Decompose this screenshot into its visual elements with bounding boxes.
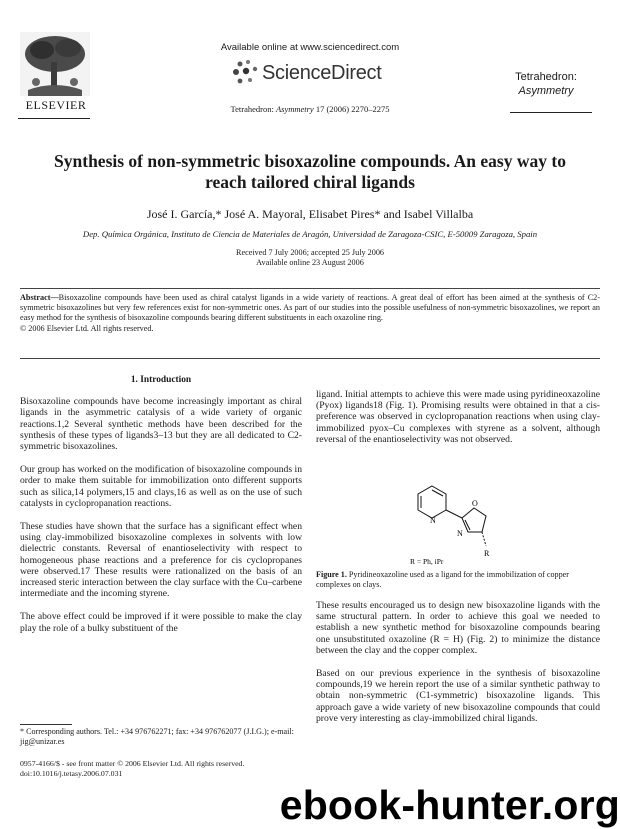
right-column-bottom <box>316 600 600 736</box>
article-dates <box>160 248 460 268</box>
figure-1-n2: N <box>457 529 463 538</box>
intro-paragraph-2: Our group has worked on the modification of bisoxazoline compounds in order to make them suitable for immobilization onto different supports such as silica,14 polymers,15 and clays,16 as well as on the use of such catalysts in cyclopropanation reactions. <box>20 464 302 509</box>
intro-paragraph-4: The above effect could be improved if it were possible to make the clay play the role of a bulky substituent of the <box>20 611 302 634</box>
publisher-name: ELSEVIER <box>25 98 87 112</box>
intro-paragraph-1: Bisoxazoline compounds have become increasingly important as chiral ligands in the asymmetric catalysis of a wide variety of organic reactions.1,2 Several synthetic methods have been described for the synthesis of these types of ligands3–13 but they are all dedicated to C2-symmetric bisoxazolines. <box>20 396 302 453</box>
figure-1-caption: Figure 1. Pyridineoxazoline used as a ligand for the immobilization of copper complexes on clays. <box>316 570 569 589</box>
affiliation: Dep. Química Orgánica, Instituto de Ciencia de Materiales de Aragón, Universidad de Zaragoza-CSIC, E-50009 Zaragoza, Spain <box>82 229 538 239</box>
available-online-text: Available online at www.sciencedirect.com <box>220 42 400 53</box>
abstract-label: Abstract— <box>20 293 59 302</box>
issn-line: 0957-4166/$ - see front matter © 2006 Elsevier Ltd. All rights reserved. <box>20 759 245 768</box>
intro-paragraph-5: ligand. Initial attempts to achieve this were made using pyridineoxazoline (Pyox) ligands18 (Fig. 1). Promising results were obtained in that a cis-preference was observed in cyclopropanation reactions when using clay-immobilized pyox–Cu complexes with styrene as a solvent, although reversal of the enantioselectivity was not observed. <box>316 389 600 445</box>
abstract <box>20 293 600 334</box>
watermark-text: ebook-hunter.org <box>279 782 620 828</box>
figure-1-substituents: R = Ph, iPr <box>410 557 444 566</box>
right-column-top <box>316 389 600 457</box>
intro-paragraph-6: These results encouraged us to design new bisoxazoline ligands with the same structural pattern. In order to achieve this goal we needed to establish a new synthetic method for bisoxazoline compounds bearing one unsubstituted oxazoline (R = H) (Fig. 2) to minimize the distance between the clay and the copper complex. <box>316 600 600 656</box>
header-rule-right <box>510 112 592 113</box>
received-date: Received 7 July 2006; accepted 25 July 2006 <box>235 248 385 257</box>
journal-name-line1: Tetrahedron: <box>515 71 577 83</box>
header-rule-left <box>18 118 90 119</box>
journal-citation: Tetrahedron: Asymmetry 17 (2006) 2270–2275 <box>230 104 390 114</box>
intro-paragraph-3: These studies have shown that the surface has a significant effect when using clay-immobilized bisoxazoline complexes in solvents with low dielectric constants. Reversal of enantioselectivity with respect to homogeneous phase reactions and a preference for cis cyclopropanes were observed.17 These results were rationalized on the basis of an increased steric interaction between the clay surface with the Cu–carbene intermediate and the incoming styrene. <box>20 521 302 600</box>
author-list: José I. García,* José A. Mayoral, Elisabet Pires* and Isabel Villalba <box>146 207 474 221</box>
journal-name-line2: Asymmetry <box>518 85 574 97</box>
abstract-top-rule <box>20 288 600 289</box>
abstract-text: Bisoxazoline compounds have been used as chiral catalyst ligands in a wide variety of reactions. A great deal of effort has been aimed at the synthesis of C2-symmetric bisoxazolines but very few references exist for non-symmetric ones. As part of our studies into the possible usefulness of non-symmetric bisoxazolines, we report an easy method for the synthesis of bisoxazoline compounds bearing different substituents in each oxazoline ring. <box>20 293 600 323</box>
section-heading: 1. Introduction <box>130 375 192 385</box>
figure-1-r: R <box>484 549 490 558</box>
journal-name <box>496 70 596 98</box>
available-date: Available online 23 August 2006 <box>256 258 364 267</box>
corresponding-author-footnote: * Corresponding authors. Tel.: +34 976762271; fax: +34 976762077 (J.I.G.); e-mail: jig@unizar.es <box>20 727 294 746</box>
figure-1-structure <box>410 476 520 566</box>
footnote-rule <box>20 724 72 725</box>
figure-1-n1: N <box>430 516 436 525</box>
left-column <box>20 375 302 646</box>
sciencedirect-wordmark: ScienceDirect <box>262 62 382 84</box>
abstract-bottom-rule <box>20 358 600 359</box>
article-title: Synthesis of non-symmetric bisoxazoline compounds. An easy way to reach tailored chiral ligands <box>54 151 566 192</box>
intro-paragraph-7: Based on our previous experience in the synthesis of bisoxazoline compounds,19 we herein report the use of a similar synthetic pathway to obtain non-symmetric (C1-symmetric) bisoxazoline ligands. This approach gave a wide variety of new bisoxazoline compounds that could prove very interesting as clay-immobilized chiral ligands. <box>316 668 600 724</box>
abstract-copyright: © 2006 Elsevier Ltd. All rights reserved. <box>20 323 154 333</box>
doi-line: doi:10.1016/j.tetasy.2006.07.031 <box>20 768 123 778</box>
figure-1-o: O <box>472 499 478 508</box>
issn-doi <box>20 759 320 778</box>
